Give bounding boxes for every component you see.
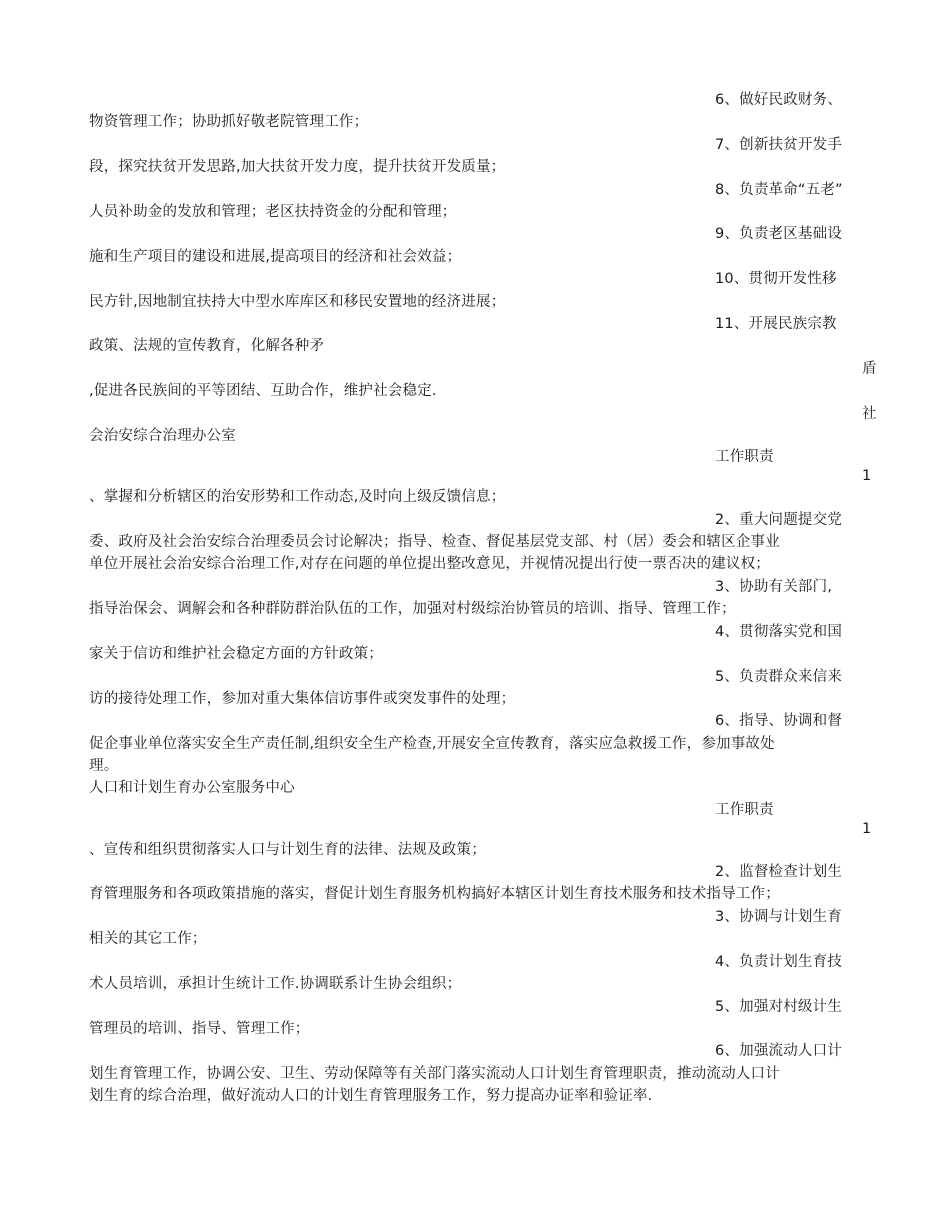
text-line: 指导治保会、调解会和各种群防群治队伍的工作，加强对村级综治协管员的培训、指导、管理工作； — [89, 601, 736, 617]
text-line: 11、开展民族宗教 — [715, 316, 837, 332]
text-line: 育管理服务和各项政策措施的落实，督促计划生育服务机构搞好本辖区计划生育技术服务和技术指导工作； — [89, 886, 780, 902]
text-line: 理。 — [89, 758, 119, 774]
text-line: 3、协助有关部门, — [715, 579, 833, 595]
text-line: 物资管理工作；协助抓好敬老院管理工作； — [89, 114, 369, 130]
text-line: 、掌握和分析辖区的治安形势和工作动态,及时向上级反馈信息； — [89, 489, 506, 505]
text-line: 5、加强对村级计生 — [715, 999, 843, 1015]
text-line: 人员补助金的发放和管理；老区扶持资金的分配和管理； — [89, 204, 457, 220]
section-heading: 人口和计划生育办公室服务中心 — [89, 780, 295, 796]
text-line: 相关的其它工作； — [89, 931, 207, 947]
text-line: 家关于信访和维护社会稳定方面的方针政策； — [89, 646, 383, 662]
text-line: 6、指导、协调和督 — [715, 713, 843, 729]
text-line: 管理员的培训、指导、管理工作； — [89, 1021, 310, 1037]
text-line: 9、负责老区基础设 — [715, 226, 843, 242]
text-line: 划生育的综合治理，做好流动人口的计划生育管理服务工作，努力提高办证率和验证率. — [89, 1088, 653, 1104]
text-line: 促企事业单位落实安全生产责任制,组织安全生产检查,开展安全宣传教育，落实应急救援工作，参加事故处 — [89, 736, 775, 752]
text-line: 盾 — [862, 361, 877, 377]
text-line: 6、做好民政财务、 — [715, 92, 843, 108]
text-line: 1 — [862, 468, 872, 484]
text-line: 社 — [862, 406, 877, 422]
text-line: 4、负责计划生育技 — [715, 954, 843, 970]
text-line: 政策、法规的宣传教育，化解各种矛 — [89, 338, 325, 354]
text-line: 2、监督检查计划生 — [715, 864, 843, 880]
section-subheading: 工作职责 — [715, 802, 774, 818]
text-line: 单位开展社会治安综合治理工作,对存在问题的单位提出整改意见，并视情况提出行使一票否决的建议权； — [89, 556, 771, 572]
text-line: 8、负责革命“五老” — [715, 182, 843, 198]
text-line: 、宣传和组织贯彻落实人口与计划生育的法律、法规及政策； — [89, 842, 486, 858]
text-line: 4、贯彻落实党和国 — [715, 624, 843, 640]
text-line: 施和生产项目的建设和进展,提高项目的经济和社会效益； — [89, 249, 462, 265]
text-line: 2、重大问题提交党 — [715, 512, 843, 528]
text-line: 访的接待处理工作，参加对重大集体信访事件或突发事件的处理； — [89, 691, 516, 707]
text-line: 划生育管理工作，协调公安、卫生、劳动保障等有关部门落实流动人口计划生育管理职责，推动流动人口计 — [89, 1066, 780, 1082]
text-line: 5、负责群众来信来 — [715, 669, 843, 685]
text-line: 段，探究扶贫开发思路,加大扶贫开发力度，提升扶贫开发质量； — [89, 159, 506, 175]
text-line: 术人员培训，承担计生统计工作.协调联系计生协会组织； — [89, 976, 462, 992]
section-subheading: 工作职责 — [715, 449, 774, 465]
text-line: 委、政府及社会治安综合治理委员会讨论解决；指导、检查、督促基层党支部、村（居）委会和辖区企事业 — [89, 534, 780, 550]
text-line: 7、创新扶贫开发手 — [715, 137, 843, 153]
text-line: 6、加强流动人口计 — [715, 1043, 843, 1059]
text-line: 1 — [862, 821, 872, 837]
section-heading: 会治安综合治理办公室 — [89, 428, 236, 444]
text-line: 3、协调与计划生育 — [715, 909, 843, 925]
text-line: 民方针,因地制宜扶持大中型水库库区和移民安置地的经济进展； — [89, 294, 506, 310]
text-line: ,促进各民族间的平等团结、互助合作，维护社会稳定. — [89, 383, 437, 399]
text-line: 10、贯彻开发性移 — [715, 271, 837, 287]
